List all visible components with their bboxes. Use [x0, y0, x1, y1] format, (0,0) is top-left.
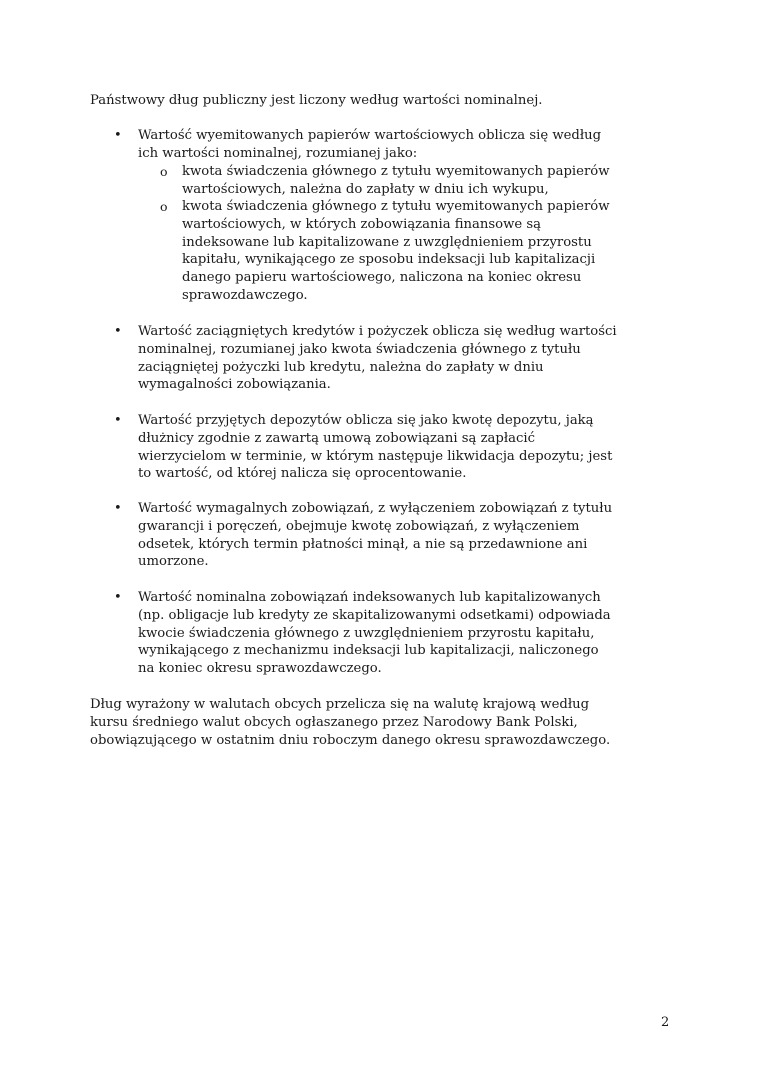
closing-paragraph — [90, 696, 610, 749]
list-item — [138, 323, 617, 394]
text-line: to wartość, od której nalicza się oprocentowanie. — [138, 466, 467, 482]
text-line: Wartość przyjętych depozytów oblicza się jako kwotę depozytu, jaką — [138, 413, 594, 428]
bullet-marker: • — [114, 324, 122, 339]
intro-paragraph — [90, 92, 542, 110]
list-item — [138, 412, 612, 483]
sub-bullet-marker: o — [160, 199, 168, 214]
bullet-marker: • — [114, 128, 122, 143]
sub-list-item — [182, 163, 609, 199]
text-line: wymagalności zobowiązania. — [138, 377, 331, 393]
text-line: Państwowy dług publiczny jest liczony według wartości nominalnej. — [90, 93, 543, 108]
text-line: (np. obligacje lub kredyty ze skapitalizowanymi odsetkami) odpowiada — [138, 607, 611, 623]
text-line: wynikającego z mechanizmu indeksacji lub kapitalizacji, naliczonego — [138, 643, 599, 659]
sub-bullet-marker: o — [160, 164, 168, 179]
text-line: odsetek, których termin płatności minął, a nie są przedawnione ani — [138, 536, 588, 552]
bullet-marker: • — [114, 501, 122, 516]
text-line: wartościowych, należna do zapłaty w dniu ich wykupu, — [182, 181, 549, 197]
page-number: 2 — [661, 1015, 670, 1030]
bullet-marker: • — [114, 590, 122, 605]
text-line: kursu średniego walut obcych ogłaszanego przez Narodowy Bank Polski, — [90, 714, 578, 730]
text-line: dłużnicy zgodnie z zawartą umową zobowiązani są zapłacić — [138, 430, 535, 446]
text-line: wierzycielom w terminie, w którym następuje likwidacja depozytu; jest — [138, 448, 613, 464]
list-item — [138, 500, 612, 571]
text-line: kapitału, wynikającego ze sposobu indeksacji lub kapitalizacji — [182, 252, 596, 268]
list-item — [138, 589, 611, 678]
text-line: Wartość wymagalnych zobowiązań, z wyłączeniem zobowiązań z tytułu — [138, 501, 613, 516]
text-line: Wartość zaciągniętych kredytów i pożyczek oblicza się według wartości — [138, 324, 617, 339]
text-line: Wartość wyemitowanych papierów wartościowych oblicza się według — [138, 128, 602, 143]
text-line: danego papieru wartościowego, naliczona na koniec okresu — [182, 270, 582, 286]
text-line: zaciągniętej pożyczki lub kredytu, należna do zapłaty w dniu — [138, 359, 544, 375]
text-line: kwota świadczenia głównego z tytułu wyemitowanych papierów — [182, 164, 610, 179]
text-line: kwocie świadczenia głównego z uwzględnieniem przyrostu kapitału, — [138, 625, 595, 641]
text-line: kwota świadczenia głównego z tytułu wyemitowanych papierów — [182, 199, 610, 214]
text-line: na koniec okresu sprawozdawczego. — [138, 661, 382, 677]
sub-list-item — [182, 198, 609, 305]
list-item — [138, 127, 601, 163]
text-line: gwarancji i poręczeń, obejmuje kwotę zobowiązań, z wyłączeniem — [138, 518, 580, 534]
text-line: wartościowych, w których zobowiązania finansowe są — [182, 216, 542, 232]
text-line: Wartość nominalna zobowiązań indeksowanych lub kapitalizowanych — [138, 590, 601, 605]
text-line: umorzone. — [138, 554, 209, 570]
text-line: nominalnej, rozumianej jako kwota świadczenia głównego z tytułu — [138, 341, 581, 357]
bullet-marker: • — [114, 413, 122, 428]
text-line: obowiązującego w ostatnim dniu roboczym danego okresu sprawozdawczego. — [90, 732, 611, 748]
text-line: ich wartości nominalnej, rozumianej jako: — [138, 145, 418, 161]
text-line: indeksowane lub kapitalizowane z uwzględnieniem przyrostu — [182, 234, 592, 250]
text-line: sprawozdawczego. — [182, 287, 308, 303]
text-line: Dług wyrażony w walutach obcych przelicza się na walutę krajową według — [90, 697, 590, 712]
